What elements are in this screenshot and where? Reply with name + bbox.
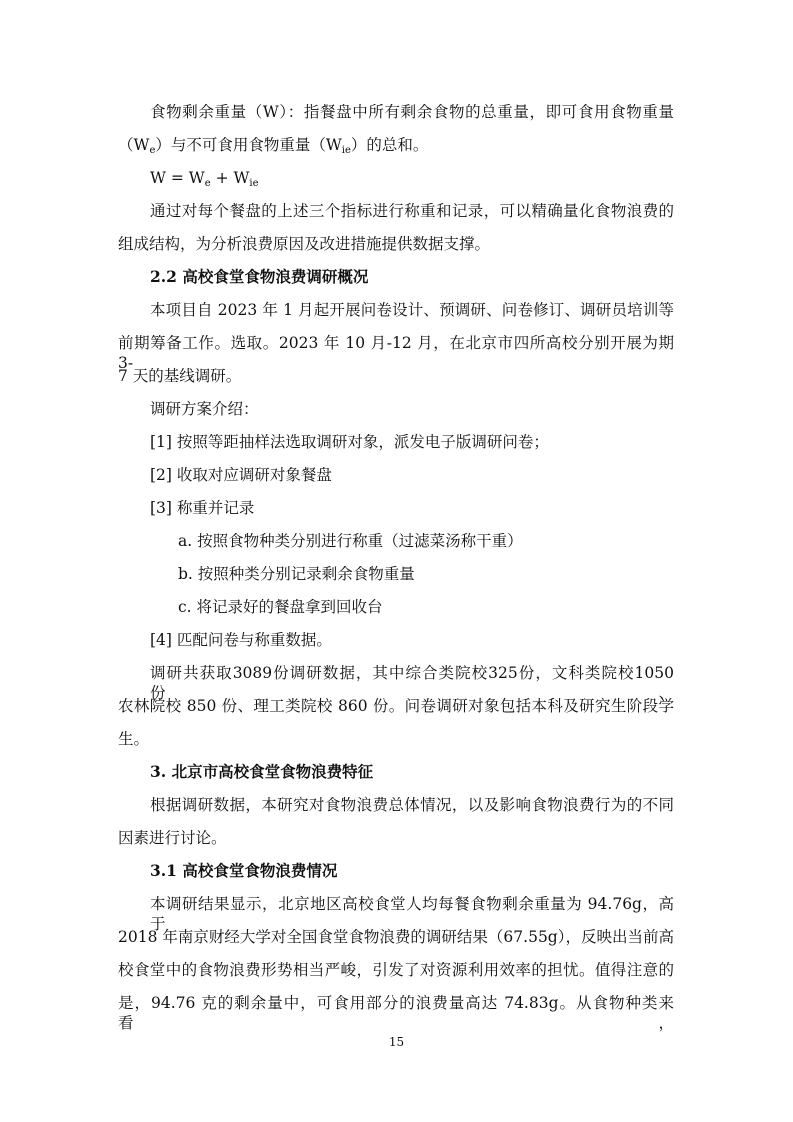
- list-item: [2] 收取对应调研对象餐盘: [150, 466, 332, 484]
- paragraph-line: $(W_e)$与不可食用食物重量$(W_{ie})$的总和。: [118, 136, 429, 156]
- paragraph-line: 本调研结果显示，北京地区高校食堂人均每餐食物剩余重量为 94.76g，高于: [150, 895, 674, 933]
- paragraph-line: 农林院校 850 份、理工类院校 860 份。问卷调研对象包括本科及研究生阶段学: [118, 697, 674, 715]
- paragraph-line: 前期筹备工作。选取。2023 年 10 月-12 月，在北京市四所高校分别开展为期 3-: [118, 334, 674, 372]
- paragraph-line: 因素进行讨论。: [118, 829, 227, 847]
- paragraph-line: 通过对每个餐盘的上述三个指标进行称重和记录，可以精确量化食物浪费的: [150, 202, 674, 220]
- sub-list-item: c. 将记录好的餐盘拿到回收台: [178, 598, 383, 616]
- paragraph-line: 本项目自 2023 年 1 月起开展问卷设计、预调研、问卷修订、调研员培训等: [150, 301, 674, 319]
- paragraph-line: 调研共获取3089份调研数据，其中综合类院校325份，文科类院校1050份、: [150, 664, 674, 702]
- paragraph-line: 校食堂中的食物浪费形势相当严峻，引发了对资源利用效率的担忧。值得注意的: [118, 961, 674, 979]
- page-number: 15: [388, 1035, 405, 1049]
- paragraph-line: 生。: [118, 730, 150, 748]
- paragraph-line: 根据调研数据，本研究对食物浪费总体情况，以及影响食物浪费行为的不同: [150, 796, 674, 814]
- paragraph-line: 组成结构，为分析浪费原因及改进措施提供数据支撑。: [118, 235, 491, 253]
- list-item: [1] 按照等距抽样法选取调研对象，派发电子版调研问卷；: [150, 433, 549, 451]
- formula: $W = W_e + W_{ie}$: [150, 169, 259, 189]
- list-item: [3] 称重并记录: [150, 499, 255, 517]
- paragraph-line: 7 天的基线调研。: [118, 367, 242, 385]
- section-heading: 3.1 高校食堂食物浪费情况: [150, 861, 338, 880]
- paragraph-line: 调研方案介绍：: [150, 400, 259, 418]
- paragraph-line: 是，94.76 克的剩余量中，可食用部分的浪费量高达 74.83g。从食物种类来看，: [118, 994, 674, 1032]
- list-item: [4] 匹配问卷与称重数据。: [150, 631, 332, 649]
- paragraph-line: 食物剩余重量（W）：指餐盘中所有剩余食物的总重量，即可食用食物重量: [150, 103, 674, 121]
- section-heading: 2.2 高校食堂食物浪费调研概况: [150, 267, 369, 286]
- sub-list-item: a. 按照食物种类分别进行称重（过滤菜汤称干重）: [178, 532, 523, 550]
- paragraph-line: 2018 年南京财经大学对全国食堂食物浪费的调研结果（67.55g），反映出当前高: [118, 928, 674, 946]
- sub-list-item: b. 按照种类分别记录剩余食物重量: [178, 565, 415, 583]
- section-heading: 3. 北京市高校食堂食物浪费特征: [150, 762, 374, 781]
